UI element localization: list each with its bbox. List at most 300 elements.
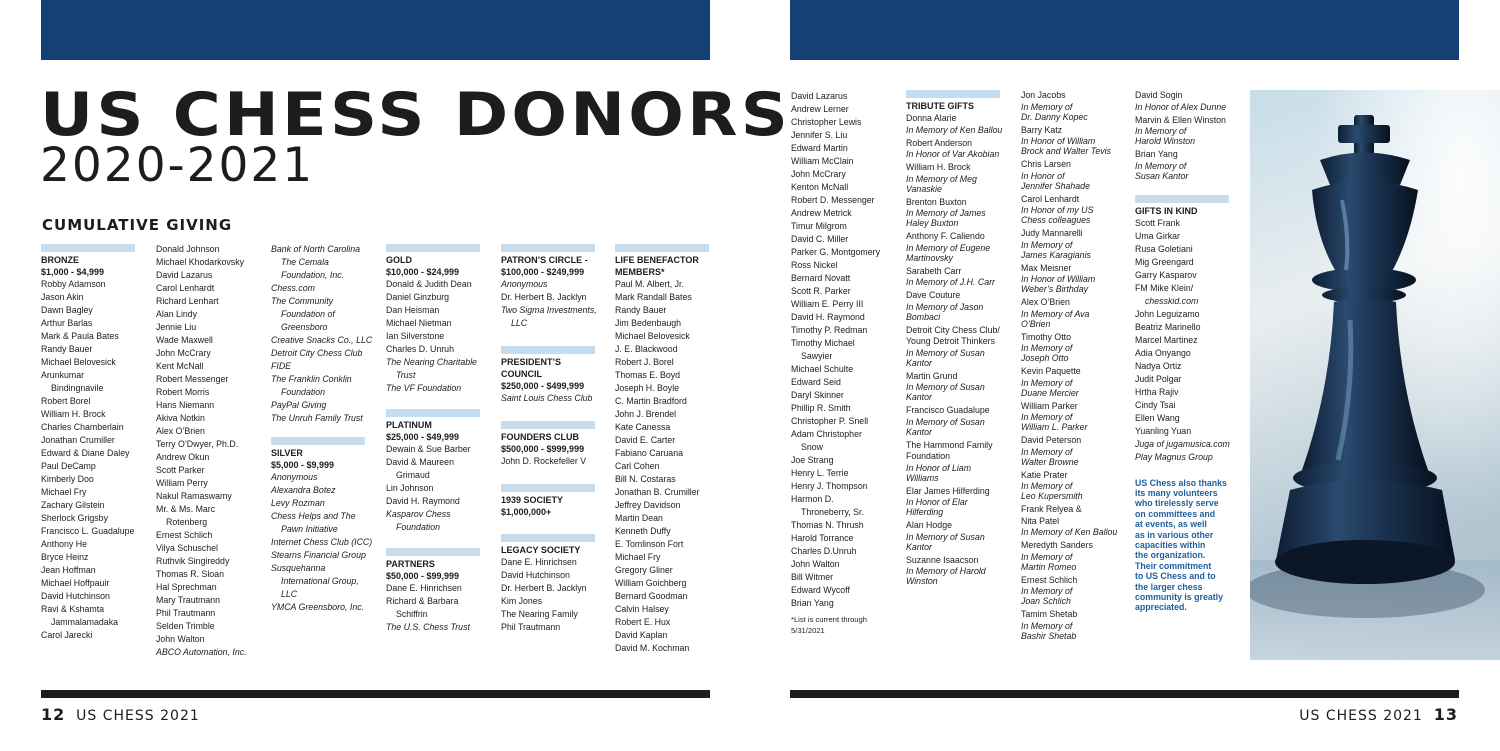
list-item: Jonathan Crumiller	[41, 435, 115, 445]
tribute-donor: William H. Brock	[906, 162, 971, 172]
list-item: FIDE	[271, 361, 292, 371]
tribute-dedication: O’Brien	[1021, 318, 1051, 329]
list-item: chesskid.com	[1145, 295, 1199, 306]
tribute-dedication: In Memory of	[1021, 446, 1073, 457]
list-item: Phil Trautmann	[156, 608, 216, 618]
list-item: Ross Nickel	[791, 260, 838, 270]
tribute-donor: Marvin & Ellen Winston	[1135, 114, 1226, 125]
list-item: Mark & Paula Bates	[41, 331, 119, 341]
tribute-donor: Brenton Buxton	[906, 196, 967, 207]
list-item: Kenton McNall	[791, 182, 849, 192]
list-item: William McClain	[791, 156, 854, 166]
tribute-dedication: In Memory of Eugene	[906, 242, 991, 253]
tribute-dedication: In Memory of	[1021, 586, 1073, 596]
column-life-benefactor	[615, 244, 725, 655]
list-item: Bernard Novatt	[791, 273, 851, 283]
list-item: Pawn Initiative	[281, 524, 338, 534]
partners-heading: PARTNERS	[386, 559, 435, 569]
list-item: Nakul Ramaswamy	[156, 491, 232, 501]
list-item: David C. Miller	[791, 234, 849, 244]
list-item: Phil Trautmann	[501, 622, 561, 632]
list-item: The U.S. Chess Trust	[386, 622, 470, 632]
tribute-donor: Brian Yang	[1135, 149, 1178, 159]
tribute-dedication: In Memory of	[1135, 160, 1187, 171]
tribute-dedication: Bombaci	[906, 311, 941, 322]
left-folio-text: US CHESS 2021	[76, 708, 200, 724]
list-item: Creative Snacks Co., LLC	[271, 335, 373, 345]
list-item: Andrew Metrick	[791, 208, 852, 218]
platinum-section	[386, 409, 496, 534]
tribute-donor: David Sogin	[1135, 90, 1183, 100]
list-item: Jammalamadaka	[51, 617, 118, 627]
list-item: its many volunteers	[1135, 487, 1218, 498]
section-band	[386, 244, 480, 252]
left-folio	[41, 705, 200, 724]
list-item: Zachary Gilstein	[41, 500, 105, 510]
tribute-gifts-heading: TRIBUTE GIFTS	[906, 101, 974, 111]
legacy-heading: LEGACY SOCIETY	[501, 545, 581, 555]
list-item: Christopher Lewis	[791, 117, 862, 127]
list-item: Alan Lindy	[156, 309, 198, 319]
list-item: Timur Milgrom	[791, 221, 847, 231]
list-item: Jim Bedenbaugh	[615, 318, 682, 328]
org-list	[271, 243, 379, 425]
list-item: Ravi & Kshamta	[41, 604, 105, 614]
tribute-donor: Francisco Guadalupe	[906, 405, 990, 415]
tribute-dedication: Leo Kupersmith	[1021, 491, 1083, 501]
list-item: Thomas R. Sloan	[156, 569, 224, 579]
section-band	[41, 244, 135, 252]
list-item: Dewain & Sue Barber	[386, 444, 471, 454]
tribute-donor: Dave Couture	[906, 290, 961, 300]
gold-heading: GOLD	[386, 255, 412, 265]
section-band	[501, 534, 595, 542]
list-item: Daryl Skinner	[791, 390, 844, 400]
tribute-dedication: In Memory of	[1021, 343, 1073, 353]
list-item: Fabiano Caruana	[615, 448, 683, 458]
list-item: at events, as well	[1135, 519, 1207, 530]
column-gold-platinum-partners	[386, 244, 496, 634]
section-band	[501, 244, 595, 252]
list-item: Phillip R. Smith	[791, 403, 851, 413]
president-list	[501, 392, 611, 405]
tribute-dedication: Vanaskie	[906, 183, 942, 194]
column-life-benefactor-continued	[791, 90, 901, 636]
list-item: Paul M. Albert, Jr.	[615, 279, 684, 289]
society-range: $1,000,000+	[501, 507, 552, 517]
list-item: Charles D. Unruh	[386, 344, 454, 354]
tribute-dedication: Kantor	[906, 541, 932, 552]
list-item: Parker G. Montgomery	[791, 247, 880, 257]
tribute-dedication: Chess colleagues	[1021, 215, 1091, 225]
tribute-donor: Tamim Shetab	[1021, 609, 1078, 619]
tribute-donor: Chris Larsen	[1021, 159, 1071, 169]
list-item: Internet Chess Club (ICC)	[271, 537, 373, 547]
list-item: The Nearing Charitable	[386, 357, 477, 367]
tribute-dedication: In Memory of	[1021, 412, 1073, 422]
list-item: Jean Hoffman	[41, 565, 96, 575]
list-item: Terry O’Dwyer, Ph.D.	[156, 439, 239, 449]
tribute-dedication: In Memory of Harold	[906, 566, 986, 576]
tribute-donor: Jon Jacobs	[1021, 90, 1066, 100]
list-item: David Hutchinson	[41, 591, 110, 601]
list-item: Donald Johnson	[156, 244, 220, 254]
list-item: Selden Trimble	[156, 621, 215, 631]
list-item: Richard & Barbara	[386, 596, 459, 606]
list-item: Throneberry, Sr.	[801, 507, 864, 517]
list-item: Michael Fry	[41, 487, 87, 497]
life-benefactor-section	[615, 244, 725, 655]
society-heading: 1939 SOCIETY	[501, 495, 564, 505]
tribute-list-continued	[1021, 90, 1131, 641]
list-item: Carol Jarecki	[41, 630, 93, 640]
list-item: Hans Niemann	[156, 400, 215, 410]
life-benefactor-list	[615, 278, 725, 655]
list-item: John J. Brendel	[615, 409, 677, 419]
list-item: Joe Strang	[791, 455, 834, 465]
founders-list	[501, 455, 611, 468]
section-band	[501, 484, 595, 492]
bronze-section	[41, 244, 151, 642]
silver-list	[271, 471, 379, 614]
list-item: Thomas E. Boyd	[615, 370, 681, 380]
column-tribute-gifts-continued	[1021, 90, 1131, 641]
list-item: Dr. Herbert B. Jacklyn	[501, 583, 587, 593]
tribute-donor: Detroit City Chess Club/	[906, 324, 1000, 335]
tribute-dedication: In Memory of James	[906, 208, 986, 218]
tribute-dedication: In Memory of Ken Ballou	[906, 124, 1003, 135]
tribute-donor: Sarabeth Carr	[906, 265, 962, 276]
thanks-lines	[1135, 478, 1245, 613]
tribute-donor: Kevin Paquette	[1021, 366, 1081, 376]
list-item: Dawn Bagley	[41, 305, 93, 315]
tribute-donor: Elar James Hilferding	[906, 485, 990, 496]
tribute-list-end	[1135, 90, 1245, 181]
list-item: Robert Morris	[156, 387, 210, 397]
list-item: Edward Wycoff	[791, 585, 850, 595]
tribute-donor: Timothy Otto	[1021, 331, 1072, 342]
section-band	[386, 548, 480, 556]
patron-heading: PATRON’S CIRCLE -	[501, 255, 588, 265]
list-item: Chess Helps and The	[271, 511, 356, 521]
list-item: The Franklin Conklin	[271, 374, 352, 384]
list-item: Jonathan B. Crumiller	[615, 487, 700, 497]
silver-range: $5,000 - $9,999	[271, 460, 335, 470]
list-item: Bill Witmer	[791, 572, 834, 582]
list-item: William Perry	[156, 478, 208, 488]
list-item: J. E. Blackwood	[615, 344, 678, 354]
list-item: as in various other	[1135, 529, 1214, 540]
list-item: YMCA Greensboro, Inc.	[271, 602, 365, 612]
list-item: LLC	[281, 589, 298, 599]
list-item: community is greatly	[1135, 591, 1223, 602]
list-item: Judit Polgar	[1135, 373, 1182, 384]
legacy-section	[501, 534, 611, 634]
page-number-right: 13	[1433, 705, 1458, 724]
tribute-dedication: In Memory of	[1021, 481, 1073, 491]
list-item: Carl Cohen	[615, 461, 660, 471]
tribute-dedication: Haley Buxton	[906, 218, 959, 228]
list-item: David H. Raymond	[386, 496, 460, 506]
tribute-dedication: Williams	[906, 472, 939, 483]
list-item: Dane E. Hinrichsen	[501, 557, 577, 567]
tribute-dedication: Kantor	[906, 392, 932, 402]
tribute-dedication: In Memory of Jason	[906, 301, 984, 312]
list-item: Jennifer S. Liu	[791, 130, 848, 140]
list-item: who tirelessly serve	[1135, 498, 1219, 509]
tribute-dedication: In Memory of Susan	[906, 416, 985, 427]
list-item: Randy Bauer	[41, 344, 93, 354]
tribute-dedication: In Honor of Elar	[906, 497, 968, 507]
left-header-bar	[41, 0, 710, 60]
list-item: Saint Louis Chess Club	[501, 393, 593, 403]
list-item: Susquehanna	[271, 563, 326, 573]
tribute-dedication: William L. Parker	[1021, 422, 1088, 432]
platinum-range: $25,000 - $49,999	[386, 432, 460, 442]
list-item: The Unruh Family Trust	[271, 413, 363, 423]
tribute-dedication: Kantor	[906, 357, 932, 368]
list-item: the organization.	[1135, 550, 1206, 561]
tribute-dedication: In Honor of	[1021, 170, 1065, 181]
list-item: Akiva Notkin	[156, 413, 205, 423]
section-band	[386, 409, 480, 417]
list-item: Harold Torrance	[791, 533, 854, 543]
tribute-donor-cont: Foundation	[906, 451, 951, 461]
list-item: Anonymous	[501, 279, 548, 289]
column-bronze-continued	[156, 243, 266, 659]
tribute-donor: Anthony F. Caliendo	[906, 231, 985, 241]
section-band	[271, 437, 365, 445]
list-item: Kasparov Chess	[386, 509, 451, 519]
list-item: Rotenberg	[166, 517, 208, 527]
list-item: Adam Christopher	[791, 429, 862, 439]
list-item: Jennie Liu	[156, 322, 197, 332]
list-item: Harmon D.	[791, 494, 834, 504]
platinum-list	[386, 443, 496, 534]
chess-king-illustration	[1250, 90, 1500, 660]
org-name: ABCO Automation, Inc.	[156, 647, 247, 657]
tribute-dedication: Winston	[906, 576, 938, 586]
list-item: Robert Messenger	[156, 374, 229, 384]
list-item: Randy Bauer	[615, 305, 667, 315]
list-item: Stearns Financial Group	[271, 550, 366, 560]
list-item: Timothy P. Redman	[791, 325, 868, 335]
list-item: Daniel Ginzburg	[386, 292, 450, 302]
list-item: Donald & Judith Dean	[386, 279, 472, 289]
tribute-donor: Judy Mannarelli	[1021, 228, 1083, 238]
life-benefactor-heading-2: MEMBERS*	[615, 267, 665, 277]
list-item: Schiffrin	[396, 609, 428, 619]
list-item: David Lazarus	[156, 270, 213, 280]
tribute-dedication: In Memory of Susan	[906, 382, 985, 392]
list-item: Edward Martin	[791, 143, 848, 153]
list-item: Juga of jugamusica.com	[1135, 438, 1230, 449]
list-item: Beatriz Marinello	[1135, 321, 1201, 332]
list-item: Michael Belovesick	[41, 357, 116, 367]
gold-range: $10,000 - $24,999	[386, 267, 460, 277]
tribute-donor-cont: Young Detroit Thinkers	[906, 336, 995, 346]
list-item: Yuanling Yuan	[1135, 425, 1192, 436]
gifts-in-kind-heading: GIFTS IN KIND	[1135, 205, 1198, 216]
list-item: David Hutchinson	[501, 570, 570, 580]
column-patron-legacy	[501, 244, 611, 634]
list-item: Scott Parker	[156, 465, 205, 475]
list-item: Robby Adamson	[41, 279, 106, 289]
list-item: Vilya Schuschel	[156, 543, 218, 553]
list-item: Kim Jones	[501, 596, 543, 606]
tribute-donor: Katie Prater	[1021, 469, 1068, 480]
tribute-dedication: In Honor of my US	[1021, 205, 1094, 215]
list-item: Foundation, Inc.	[281, 270, 345, 280]
list-item: Snow	[801, 442, 824, 452]
list-item: William E. Perry III	[791, 299, 864, 309]
list-item: Anthony He	[41, 539, 87, 549]
tribute-dedication: Joan Schlich	[1021, 596, 1071, 606]
tribute-donor: Meredyth Sanders	[1021, 540, 1093, 550]
list-item: David Lazarus	[791, 91, 848, 101]
life-benefactor-heading-1: LIFE BENEFACTOR	[615, 255, 699, 265]
tribute-dedication: In Memory of Susan	[906, 531, 985, 542]
tribute-dedication: James Karagianis	[1021, 249, 1091, 260]
tribute-donor: Donna Alarie	[906, 113, 957, 123]
tribute-dedication: In Memory of Ken Ballou	[1021, 527, 1118, 537]
society-section	[501, 484, 611, 518]
bronze-list	[41, 278, 151, 642]
list-item: Their commitment	[1135, 560, 1212, 571]
tribute-donor: Ernest Schlich	[1021, 574, 1078, 585]
page-number-left: 12	[41, 705, 66, 724]
tribute-dedication: In Memory of Susan	[906, 347, 985, 358]
list-item: Bernard Goodman	[615, 591, 688, 601]
list-item: Foundation	[396, 522, 441, 532]
list-item: Lin Johnson	[386, 483, 434, 493]
list-item: Kent McNall	[156, 361, 204, 371]
page-subtitle-year: 2020-2021	[40, 138, 315, 193]
list-item: John McCrary	[791, 169, 846, 179]
list-item: Wade Maxwell	[156, 335, 213, 345]
list-item: Francisco L. Guadalupe	[41, 526, 135, 536]
list-item: Chess.com	[271, 283, 315, 293]
right-header-bar	[790, 0, 1459, 60]
list-item: Bill N. Costaras	[615, 474, 676, 484]
bronze-heading: BRONZE	[41, 255, 79, 265]
list-item: David & Maureen	[386, 457, 454, 467]
section-band	[501, 421, 595, 429]
tribute-dedication: Martin Romeo	[1021, 561, 1077, 572]
list-item: Calvin Halsey	[615, 604, 669, 614]
silver-heading: SILVER	[271, 448, 303, 458]
list-item: Mig Greengard	[1135, 256, 1194, 267]
list-item: Carol Lenhardt	[156, 283, 215, 293]
tribute-donor: Alan Hodge	[906, 520, 952, 530]
list-item: John Walton	[156, 634, 205, 644]
tribute-donor: Alex O’Brien	[1021, 297, 1070, 307]
tribute-dedication: Harold Winston	[1135, 136, 1196, 146]
list-item: Mark Randall Bates	[615, 292, 692, 302]
list-item: Ernest Schlich	[156, 530, 213, 540]
list-item: Jeffrey Davidson	[615, 500, 681, 510]
silver-section	[271, 437, 379, 614]
list-item: William Goichberg	[615, 578, 687, 588]
tribute-donor-cont: Nita Patel	[1021, 515, 1060, 526]
list-item: Sawyier	[801, 351, 833, 361]
section-heading-cumulative: CUMULATIVE GIVING	[42, 216, 233, 234]
list-item: Two Sigma Investments,	[501, 305, 597, 315]
list-item: Mr. & Ms. Marc	[156, 504, 216, 514]
list-item: Mary Trautmann	[156, 595, 221, 605]
list-item: David H. Raymond	[791, 312, 865, 322]
list-item: Paul DeCamp	[41, 461, 96, 471]
list-item: Alex O’Brien	[156, 426, 205, 436]
section-band	[1135, 195, 1229, 203]
list-item: Ian Silverstone	[386, 331, 445, 341]
list-item: Levy Rozman	[271, 498, 325, 508]
list-item: Jason Akin	[41, 292, 84, 302]
list-item: Martin Dean	[615, 513, 663, 523]
list-item: Michael Schulte	[791, 364, 854, 374]
list-item: Foundation	[281, 387, 326, 397]
list-item: Ruthvik Singireddy	[156, 556, 230, 566]
list-item: LLC	[511, 318, 528, 328]
platinum-heading: PLATINUM	[386, 420, 432, 430]
list-item: Bryce Heinz	[41, 552, 89, 562]
tribute-dedication: In Memory of	[1021, 620, 1073, 631]
list-item: Dr. Herbert B. Jacklyn	[501, 292, 587, 302]
list-item: The Nearing Family	[501, 609, 578, 619]
tribute-dedication: Brock and Walter Tevis	[1021, 146, 1111, 156]
list-item: on committees and	[1135, 508, 1216, 519]
president-range: $250,000 - $499,999	[501, 381, 585, 391]
tribute-dedication: In Memory of	[1021, 101, 1073, 112]
list-item: The Cemala	[281, 257, 329, 267]
section-band	[501, 346, 595, 354]
list-item: John Leguizamo	[1135, 308, 1200, 319]
list-item: appreciated.	[1135, 602, 1187, 613]
list-item: Scott Frank	[1135, 217, 1180, 228]
list-item: Joseph H. Boyle	[615, 383, 680, 393]
list-item: Play Magnus Group	[1135, 451, 1213, 462]
list-item: US Chess also thanks	[1135, 477, 1227, 488]
list-item: Robert Borel	[41, 396, 91, 406]
list-item: Andrew Okun	[156, 452, 210, 462]
tribute-dedication: In Memory of	[1021, 239, 1073, 250]
list-item: Thomas N. Thrush	[791, 520, 864, 530]
list-item: Foundation of	[281, 309, 335, 319]
tribute-dedication: In Memory of	[1135, 126, 1187, 136]
founders-section	[501, 421, 611, 468]
tribute-donor: Max Meisner	[1021, 262, 1072, 273]
tribute-dedication: Duane Mercier	[1021, 387, 1079, 398]
column-orgs-silver	[271, 243, 379, 614]
tribute-dedication: Walter Browne	[1021, 456, 1079, 467]
legacy-list	[501, 556, 611, 634]
footnote-line-2: 5/31/2021	[791, 626, 825, 635]
tribute-dedication: Dr. Danny Kopec	[1021, 111, 1088, 122]
list-item: to US Chess and to	[1135, 571, 1216, 582]
list-item: Robert D. Messenger	[791, 195, 875, 205]
patron-list	[501, 278, 611, 330]
tribute-donor: David Peterson	[1021, 435, 1082, 445]
tribute-donor: The Hammond Family	[906, 439, 993, 450]
list-item: Charles D.Unruh	[791, 546, 857, 556]
list-item: Hrtha Rajiv	[1135, 386, 1179, 397]
tribute-dedication: In Memory of Meg	[906, 173, 977, 184]
tribute-list	[906, 113, 1016, 586]
page-title: US CHESS DONORS	[40, 80, 792, 150]
tribute-dedication: Jennifer Shahade	[1021, 180, 1090, 191]
tribute-dedication: In Memory of J.H. Carr	[906, 277, 995, 287]
list-item: Hal Sprechman	[156, 582, 217, 592]
